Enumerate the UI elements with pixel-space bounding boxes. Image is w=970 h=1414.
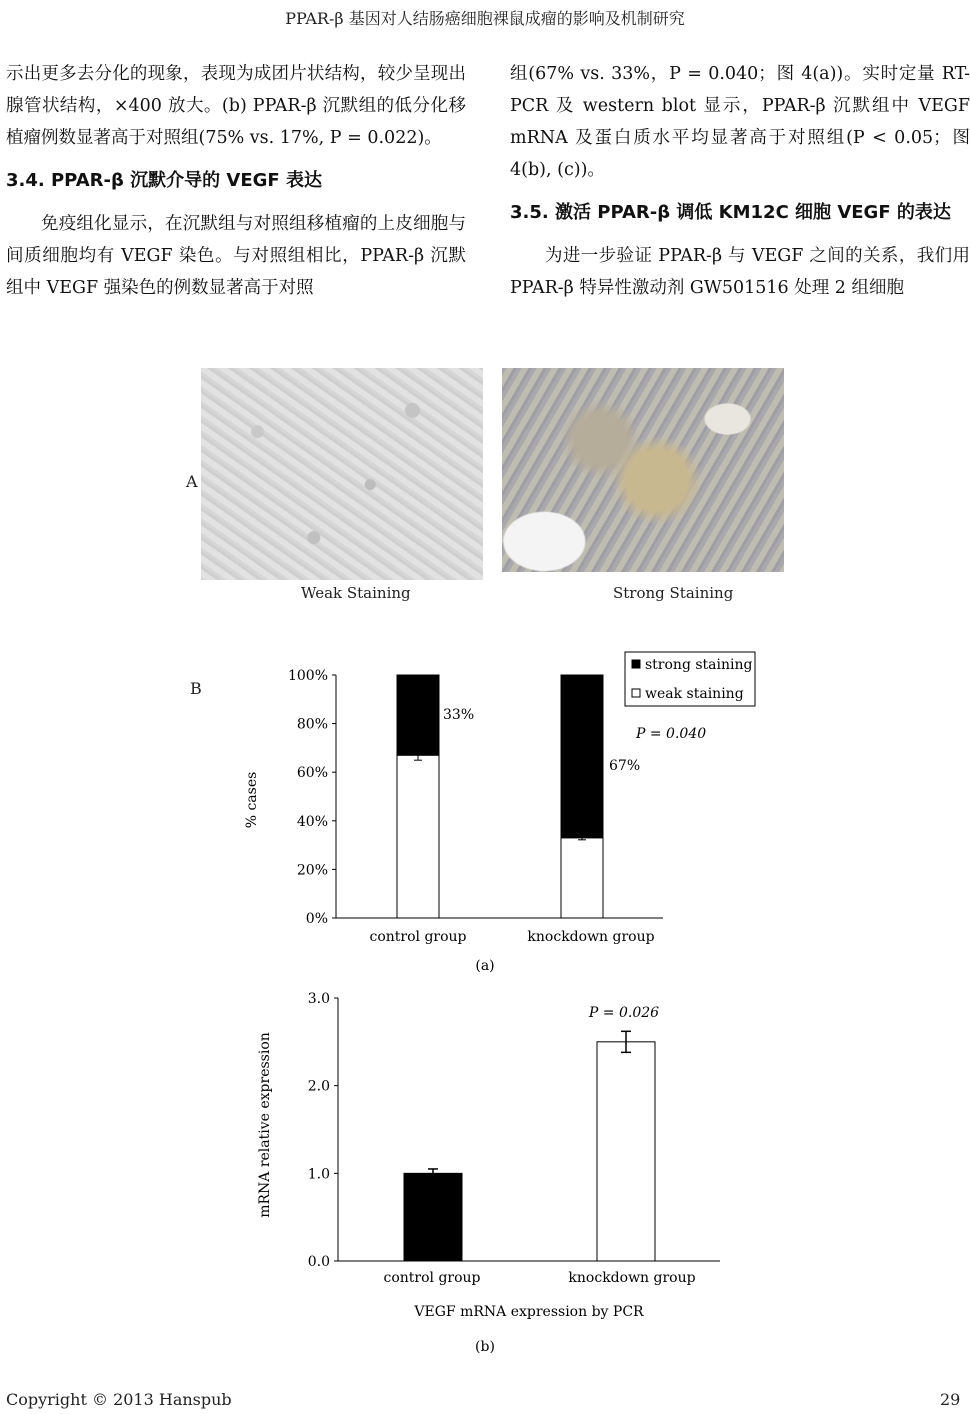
bar-weak-knockdown bbox=[561, 838, 603, 918]
legend-strong-label: strong staining bbox=[645, 657, 753, 673]
bar-mrna-control bbox=[404, 1173, 462, 1261]
legend-weak-swatch bbox=[632, 689, 640, 697]
weak-staining-caption: Weak Staining bbox=[301, 584, 411, 602]
annotation-33: 33% bbox=[443, 707, 475, 723]
left-paragraph-2: 免疫组化显示，在沉默组与对照组移植瘤的上皮细胞与间质细胞均有 VEGF 染色。与对照组相比，PPAR-β 沉默组中 VEGF 强染色的例数显著高于对照 bbox=[6, 214, 466, 298]
bar-strong-knockdown bbox=[561, 675, 603, 838]
subfigure-b-label: (b) bbox=[475, 1339, 495, 1355]
chart-a-ytick-label: 40% bbox=[296, 813, 328, 830]
chart-b-ylabel: mRNA relative expression bbox=[257, 1032, 273, 1218]
chart-a-ytick-label: 80% bbox=[296, 716, 328, 733]
legend-strong-swatch bbox=[632, 660, 640, 668]
panel-a-letter: A bbox=[186, 472, 198, 491]
panel-b-letter: B bbox=[190, 679, 202, 698]
bar-mrna-knockdown bbox=[597, 1042, 655, 1261]
chart-b-xtick-knockdown: knockdown group bbox=[568, 1270, 696, 1286]
chart-b-xlabel: VEGF mRNA expression by PCR bbox=[414, 1304, 644, 1320]
chart-b-ytick-label: 0.0 bbox=[307, 1254, 330, 1270]
right-paragraph-2: 为进一步验证 PPAR-β 与 VEGF 之间的关系，我们用 PPAR-β 特异性激动剂 GW501516 处理 2 组细胞 bbox=[510, 246, 970, 298]
section-3-5-title: 3.5. 激活 PPAR-β 调低 KM12C 细胞 VEGF 的表达 bbox=[510, 202, 951, 223]
subfigure-a-label: (a) bbox=[475, 958, 495, 974]
legend-weak-label: weak staining bbox=[645, 686, 744, 702]
chart-a-ytick-label: 0% bbox=[305, 911, 328, 927]
annotation-67: 67% bbox=[609, 758, 641, 774]
chart-a-xtick-knockdown: knockdown group bbox=[527, 929, 655, 945]
left-paragraph-1: 示出更多去分化的现象，表现为成团片状结构，较少呈现出腺管状结构，×400 放大。(b) PPAR-β 沉默组的低分化移植瘤例数显著高于对照组(75% vs. 17%, P = 0.022)。 bbox=[6, 64, 466, 148]
section-3-4-title: 3.4. PPAR-β 沉默介导的 VEGF 表达 bbox=[6, 170, 322, 191]
chart-a-ytick-label: 60% bbox=[296, 765, 328, 782]
stacked-chart bbox=[244, 652, 755, 945]
bar-strong-control bbox=[397, 675, 439, 755]
chart-a-ylabel: % cases bbox=[244, 771, 260, 829]
running-header: PPAR-β 基因对人结肠癌细胞裸鼠成瘤的影响及机制研究 bbox=[285, 9, 685, 28]
bar-weak-control bbox=[397, 755, 439, 918]
mrna-chart bbox=[257, 991, 720, 1320]
copyright-footer: Copyright © 2013 Hanspub bbox=[6, 1390, 232, 1409]
chart-a-ytick-label: 20% bbox=[296, 862, 328, 879]
strong-staining-caption: Strong Staining bbox=[613, 584, 734, 602]
chart-b-xtick-control: control group bbox=[383, 1270, 481, 1286]
chart-b-ytick-label: 1.0 bbox=[307, 1166, 330, 1183]
chart-b-ytick-label: 3.0 bbox=[307, 991, 330, 1007]
p-value-b: P = 0.026 bbox=[588, 1005, 660, 1021]
chart-a-ytick-label: 100% bbox=[287, 668, 328, 684]
page-number: 29 bbox=[940, 1390, 961, 1409]
chart-b-ytick-label: 2.0 bbox=[307, 1078, 330, 1095]
p-value-a: P = 0.040 bbox=[636, 726, 707, 742]
right-paragraph-1: 组(67% vs. 33%，P = 0.040；图 4(a))。实时定量 RT-PCR 及 western blot 显示，PPAR-β 沉默组中 VEGF mRNA 及蛋白质水平均显著高于对照组(P < 0.05；图 4(b), (c))。 bbox=[510, 64, 970, 180]
chart-a-xtick-control: control group bbox=[369, 929, 467, 945]
